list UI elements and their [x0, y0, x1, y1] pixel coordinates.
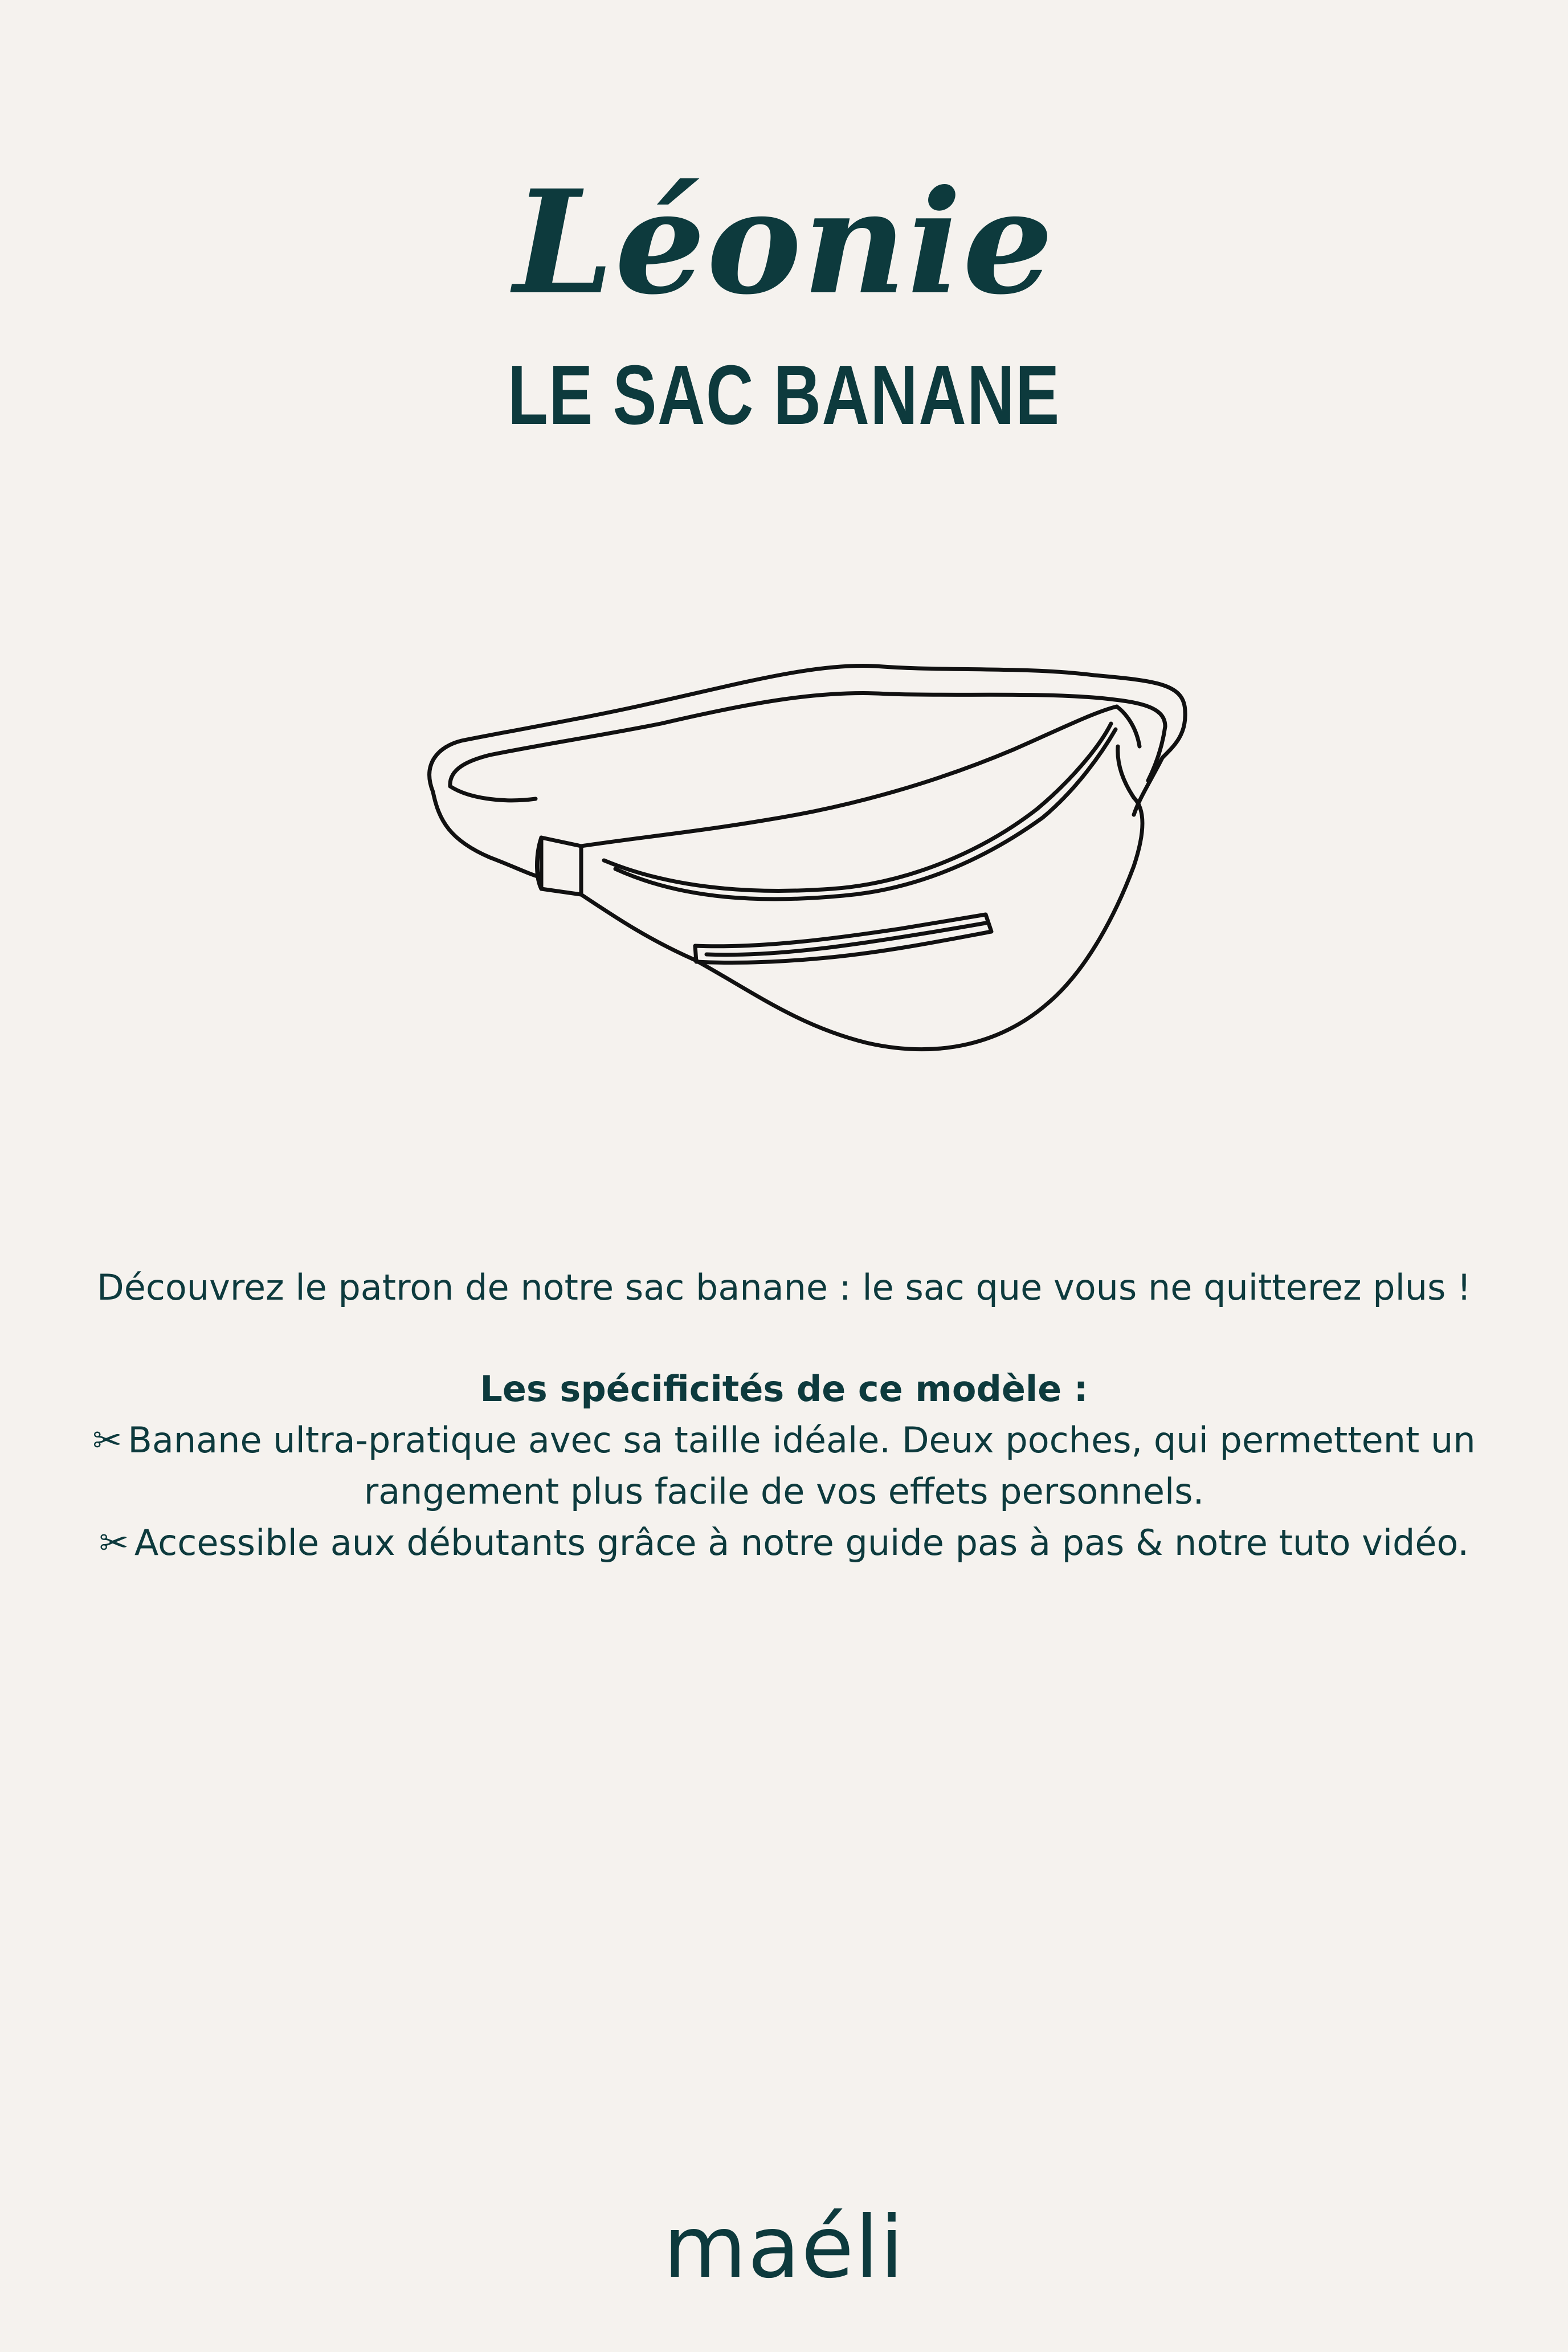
- spec-item: [68, 1517, 1500, 1569]
- scissors-icon: ✂: [92, 1419, 122, 1461]
- spec-item: [68, 1415, 1500, 1517]
- specs-title: Les spécificités de ce modèle :: [480, 1368, 1088, 1410]
- spec-text: Accessible aux débutants grâce à notre guide pas à pas & notre tuto vidéo.: [134, 1522, 1469, 1563]
- product-subtitle: LE SAC BANANE: [508, 348, 1060, 442]
- description-block: [68, 1262, 1500, 1569]
- scissors-icon: ✂: [99, 1522, 129, 1563]
- intro-text: Découvrez le patron de notre sac banane : le sac que vous ne quitterez plus !: [96, 1267, 1472, 1308]
- spec-text: Banane ultra-pratique avec sa taille idéale. Deux poches, qui permettent un rangement plus facile de vos effets personnels.: [128, 1419, 1476, 1512]
- fanny-pack-illustration: [399, 650, 1219, 1105]
- brand-logo: maéli: [663, 2198, 905, 2297]
- product-title: Léonie: [513, 158, 1055, 326]
